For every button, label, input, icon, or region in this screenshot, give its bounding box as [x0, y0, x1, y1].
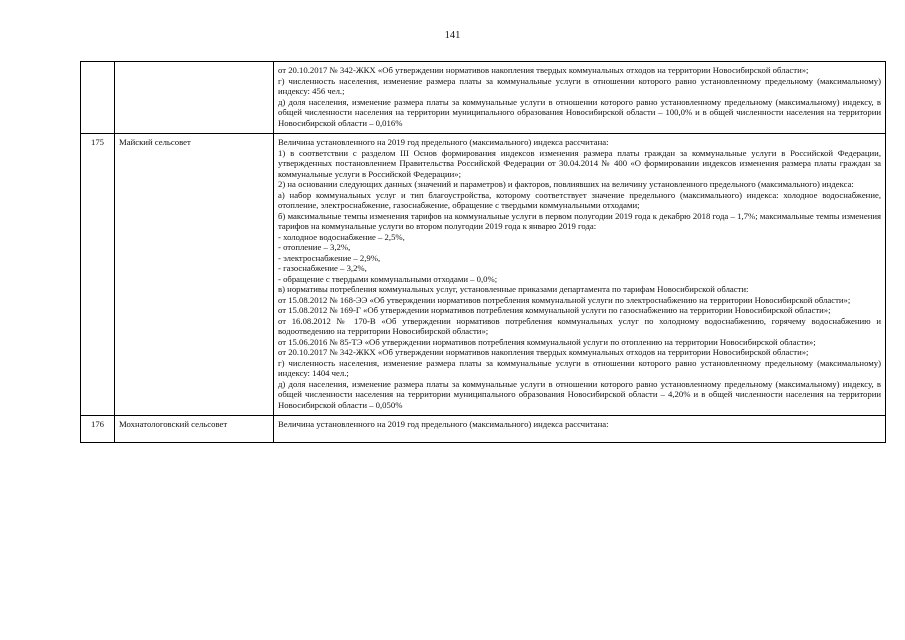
table-row [81, 416, 886, 443]
row-number [81, 62, 115, 134]
municipality-name: Майский сельсовет [115, 134, 274, 416]
table-row [81, 134, 886, 416]
description-line: г) численность населения, изменение размера платы за коммунальные услуги в отношении которого равно установленному предельному (максимальному) индексу: 1404 чел.; [278, 357, 881, 378]
description-line: г) численность населения, изменение размера платы за коммунальные услуги в отношении которого равно установленному предельному (максимальному) индексу: 456 чел.; [278, 75, 881, 96]
municipality-name [115, 62, 274, 134]
row-number: 175 [81, 134, 115, 416]
description-line: - обращение с твердыми коммунальными отходами – 0,0%; [278, 273, 498, 284]
description-line: б) максимальные темпы изменения тарифов на коммунальные услуги в первом полугодии 2019 года к декабрю 2018 года – 1,7%; максимальные темпы изменения тарифов на коммунальные услуги во втором полугодии 2019 года к январю 2019 года: [278, 210, 881, 231]
description-line: от 15.08.2012 № 169-Г «Об утверждении нормативов потребления коммунальной услуги по газоснабжению на территории Новосибирской области»; [278, 305, 831, 315]
description-line: в) нормативы потребления коммунальных услуг, установленные приказами департамента по тарифам Новосибирской области: [278, 284, 749, 294]
description-line: д) доля населения, изменение размера платы за коммунальные услуги в отношении которого равно установленному предельному (максимальному) индексу, в общей численности населения на территории муниципального образования Новосибирской области – 4,20% и в общей численности населения на территории Новосибирской области – 0,050% [278, 378, 881, 410]
description-line: д) доля населения, изменение размера платы за коммунальные услуги в отношении которого равно установленному предельному (максимальному) индексу, в общей численности населения на территории муниципального образования Новосибирской области – 100,0% и в общей численности населения на территории Новосибирской области – 0,016% [278, 96, 881, 128]
table-body [81, 62, 886, 443]
description-line: от 20.10.2017 № 342-ЖКХ «Об утверждении нормативов накопления твердых коммунальных отходов на территории Новосибирской области»; [278, 347, 809, 357]
page-number: 141 [444, 30, 461, 41]
description-line: 2) на основании следующих данных (значений и параметров) и факторов, повлиявших на величину установленного предельного (максимального) индекса: [278, 179, 854, 189]
description-line: Величина установленного на 2019 год предельного (максимального) индекса рассчитана: [278, 137, 609, 147]
description-line: от 15.08.2012 № 168-ЭЭ «Об утверждении нормативов потребления коммунальной услуги по электроснабжению на территории Новосибирской области»; [278, 294, 851, 305]
table-row [81, 62, 886, 134]
row-number: 176 [81, 416, 115, 443]
description-line: - газоснабжение – 3,2%, [278, 263, 367, 273]
description-line: от 16.08.2012 № 170-В «Об утверждении нормативов потребления коммунальных услуг по холодному водоснабжению, горячему водоснабжению и водоотведению на территории Новосибирской области»; [278, 315, 881, 336]
index-table [80, 61, 886, 443]
description-line: - электроснабжение – 2,9%, [278, 252, 381, 263]
description-line: от 20.10.2017 № 342-ЖКХ «Об утверждении нормативов накопления твердых коммунальных отходов на территории Новосибирской области»; [278, 65, 809, 75]
description-line: Величина установленного на 2019 год предельного (максимального) индекса рассчитана: [278, 419, 609, 429]
description-line: 1) в соответствии с разделом III Основ формирования индексов изменения размера платы граждан за коммунальные услуги в Российской Федерации, утвержденных постановлением Правительства Российской Федерации от 30.04.2014 № 400 «О формировании индексов изменения размера платы граждан за коммунальные услуги в Российской Федерации»; [278, 147, 881, 179]
description-line: - отопление – 3,2%, [278, 242, 351, 252]
description-line: - холодное водоснабжение – 2,5%, [278, 231, 405, 242]
municipality-name: Мохнатологовский сельсовет [115, 416, 274, 443]
description-line: а) набор коммунальных услуг и тип благоустройства, которому соответствует значение предельного (максимального) индекса: холодное водоснабжение, отопление, электроснабжение, газоснабжение, обращение с твердыми коммунальными отходами; [278, 189, 881, 210]
row-description [274, 62, 886, 134]
row-description [274, 416, 886, 443]
description-line: от 15.06.2016 № 85-ТЭ «Об утверждении нормативов потребления коммунальной услуги по отоплению на территории Новосибирской области»; [278, 336, 816, 347]
row-description [274, 134, 886, 416]
